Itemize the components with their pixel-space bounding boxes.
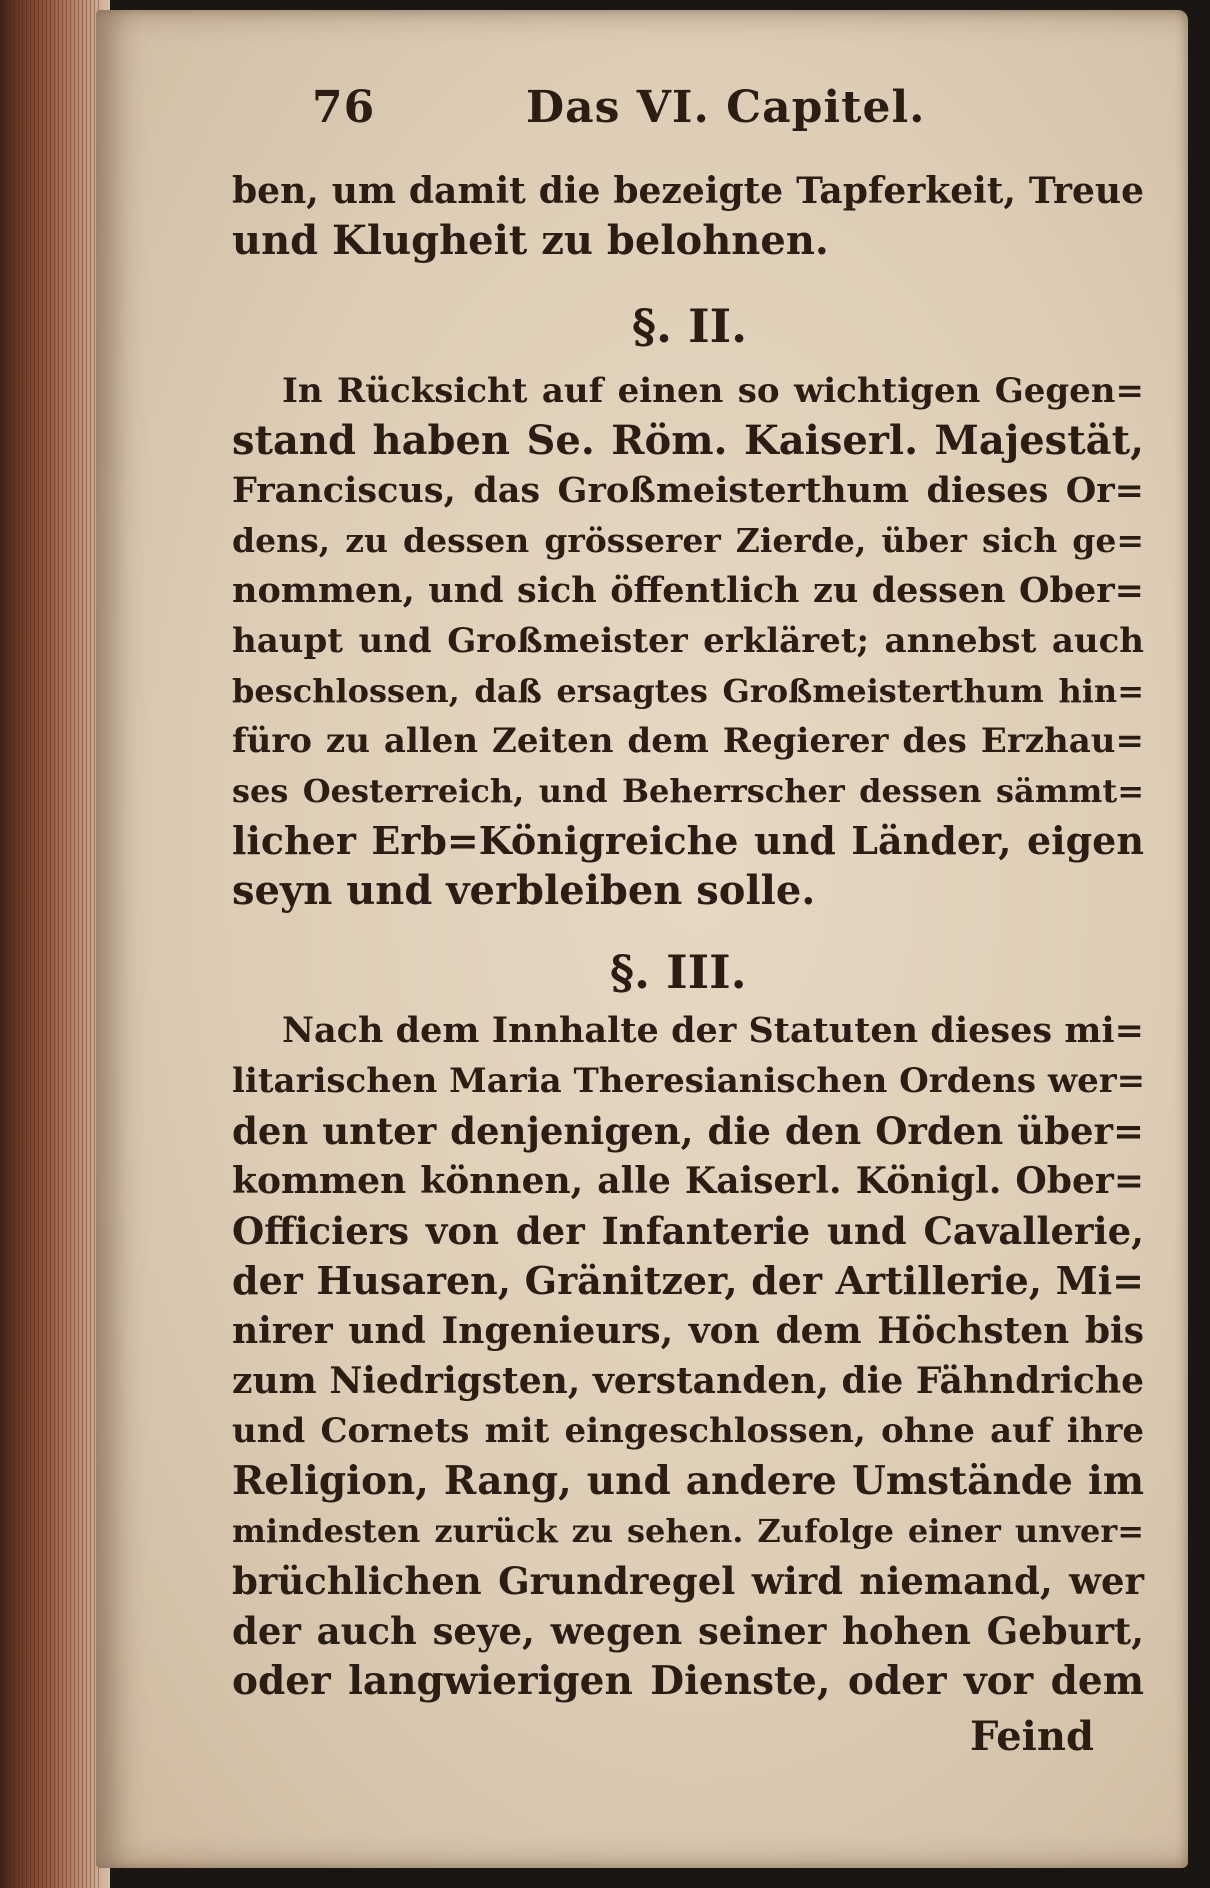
text-line: zum Niedrigsten, verstanden, die Fähndriche	[232, 1360, 1144, 1402]
text-line: und Klugheit zu belohnen.	[232, 217, 829, 264]
text-line: mindesten zurück zu sehen. Zufolge einer unver=	[232, 1512, 1144, 1550]
text-line: brüchlichen Grundregel wird niemand, wer	[232, 1559, 1144, 1603]
text-line: der auch seye, wegen seiner hohen Geburt,	[232, 1609, 1144, 1653]
text-line: ses Oesterreich, und Beherrscher dessen sämmt=	[232, 772, 1144, 810]
catchword: Feind	[970, 1713, 1094, 1760]
book-fore-edge	[0, 0, 110, 1888]
page-number: 76	[312, 82, 376, 133]
text-line: nommen, und sich öffentlich zu dessen Ober=	[232, 570, 1144, 611]
text-line: litarischen Maria Theresianischen Ordens wer=	[232, 1061, 1146, 1101]
text-line: den unter denjenigen, die den Orden über=	[232, 1109, 1144, 1153]
section-heading: §. II.	[632, 299, 748, 353]
page-edges-texture	[10, 0, 100, 1888]
text-line: der Husaren, Gränitzer, der Artillerie, Mi=	[232, 1258, 1144, 1303]
text-line: dens, zu dessen grösserer Zierde, über sich ge=	[232, 521, 1144, 560]
text-line: kommen können, alle Kaiserl. Königl. Ober=	[232, 1160, 1144, 1202]
text-line: In Rücksicht auf einen so wichtigen Gegen=	[282, 371, 1144, 411]
text-line: Franciscus, das Großmeisterthum dieses Or=	[232, 470, 1144, 511]
page-header	[312, 78, 1032, 148]
text-line: seyn und verbleiben solle.	[232, 867, 816, 914]
text-line: stand haben Se. Röm. Kaiserl. Majestät,	[232, 417, 1144, 464]
running-head: Das VI. Capitel.	[526, 82, 926, 133]
text-line: beschlossen, daß ersagtes Großmeisterthum hin=	[232, 672, 1144, 710]
text-line: Nach dem Innhalte der Statuten dieses mi=	[282, 1010, 1144, 1051]
text-line: Officiers von der Infanterie und Cavallerie,	[232, 1209, 1144, 1253]
text-line: licher Erb=Königreiche und Länder, eigen	[232, 818, 1144, 863]
text-line: ben, um damit die bezeigte Tapferkeit, Treue	[232, 170, 1144, 212]
text-line: füro zu allen Zeiten dem Regierer des Erzhau=	[232, 721, 1144, 761]
text-line: und Cornets mit eingeschlossen, ohne auf ihre	[232, 1411, 1144, 1451]
text-line: oder langwierigen Dienste, oder vor dem	[232, 1658, 1144, 1704]
text-line: Religion, Rang, und andere Umstände im	[232, 1458, 1144, 1504]
text-line: nirer und Ingenieurs, von dem Höchsten bis	[232, 1310, 1144, 1352]
text-line: haupt und Großmeister erkläret; annebst auch	[232, 621, 1144, 661]
section-heading: §. III.	[610, 945, 747, 999]
